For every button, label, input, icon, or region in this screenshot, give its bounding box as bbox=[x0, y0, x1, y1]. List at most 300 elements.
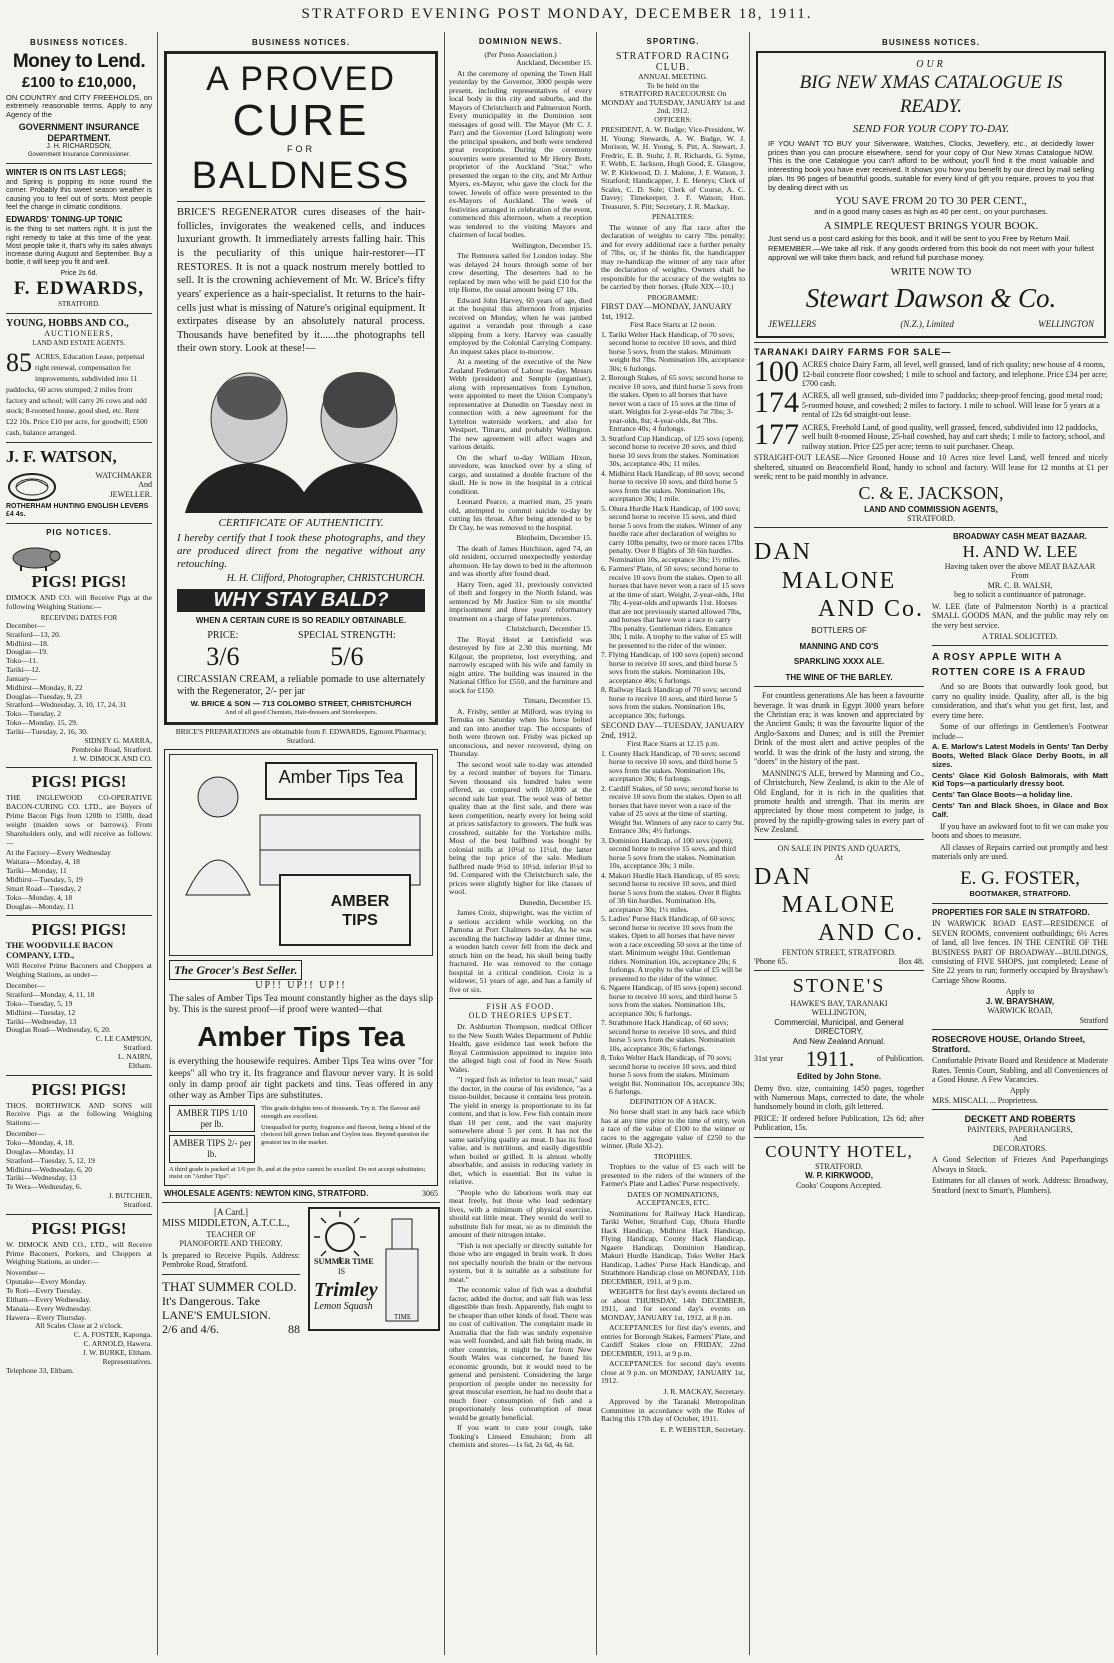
race-dates: MONDAY and TUESDAY, JANUARY 1st and 2nd, 1912. bbox=[601, 97, 745, 116]
column-rule bbox=[157, 32, 158, 1655]
list-item: Cents' Tan and Black Shoes, in Glace and Box Calf. bbox=[932, 801, 1108, 819]
list-item: 6. Ngaere Handicap, of 85 sovs (open) second horse to receive 10 sovs, and third horse 5 sovs from the stakes. Nomination 10s, acceptance 30s; 6 furlongs. bbox=[601, 983, 742, 1018]
pigs1-sign2: Pembroke Road, Stratford. bbox=[71, 744, 152, 754]
young-sub: AUCTIONEERS, bbox=[44, 329, 114, 339]
news-paragraph: "Fish is not specially or directly suitable for those who are engaged in brain work. It does not specially nourish the brain or the nervous system, but it is suitable as a substitute for meat." bbox=[449, 1240, 592, 1284]
news-paragraph: Leonard Pearce, a married man, 25 years old, attempted to commit suicide to-day by cutting his throat. After being attended to by Dr Clay, he was removed to the hospital. bbox=[449, 497, 592, 532]
cert-head: CERTIFICATE OF AUTHENTICITY. bbox=[218, 517, 384, 530]
list-item: 2. Cardiff Stakes, of 50 sovs; second horse to receive 10 sovs from the stakes. Open to all horses that have never won a race of the value of 25 sovs at the time of starting. Weight 9st. Winners of any race to carry 9st. Entrance 30s; 4½ furlongs. bbox=[601, 783, 745, 836]
column-5 bbox=[754, 36, 1108, 1655]
broadway-head: BROADWAY CASH MEAT BAZAAR. bbox=[952, 532, 1088, 542]
list-item: Tariki—Monday, 11 bbox=[6, 866, 67, 876]
stewart-dawson-ad bbox=[756, 51, 1106, 337]
pigs3-sign3: L. NAIRN, bbox=[118, 1051, 152, 1061]
list-item: 8. Railway Hack Handicap of 70 sovs; second horse to receive 10 sovs, and third horse 5 sovs from the stakes. Nomination 10s, acceptance 30s; furlongs. bbox=[601, 685, 742, 720]
lee-trial: A TRIAL SOLICITED. bbox=[982, 632, 1058, 642]
trimley-ad bbox=[308, 1207, 440, 1331]
remember: REMEMBER.—We take all risk. If any goods ordered from this book do not meet with your fullest approval we will take them back, and refund full purchase money. bbox=[768, 244, 1094, 263]
simple: A SIMPLE REQUEST BRINGS YOUR BOOK. bbox=[823, 219, 1039, 232]
list-item: Toko—Tuesday, 2 bbox=[6, 709, 61, 719]
foster-sub: BOOTMAKER, STRATFORD. bbox=[969, 889, 1071, 898]
lee-body3: W. LEE (late of Palmerston North) is a practical SMALL GOODS MAN, and the public may rely on the very best service. bbox=[932, 601, 1108, 630]
wine-of-barley: THE WINE OF THE BARLEY. bbox=[785, 672, 893, 682]
secretary: J. R. MACKAY, Secretary. bbox=[663, 1386, 745, 1396]
rosecrove: ROSECROVE HOUSE, Orlando Street, Stratford. bbox=[932, 1034, 1086, 1055]
pig-icon bbox=[6, 542, 64, 572]
news-paragraph: James Croiz, shipwright, was the victim of a serious accident while working on the Pamona at Port Chalmers to-day. As he was ascending the hatchway ladder at dinner time, a wooden hatch cover fell from the deck and struck him on the head, his skull being badly fractured. He was removed to the cottage hospital in a critical condition. Croiz is a widower, 51 years of age, and has a family of five or six. bbox=[449, 908, 592, 994]
special-label: SPECIAL STRENGTH: bbox=[298, 629, 396, 641]
news-paragraph: At the ceremony of opening the Town Hall yesterday by the Governor, 3000 people were present, including representatives of every local body in this city and suburbs, and the Mayors of Christchurch and Palmerston North. Every municipality in the Dominion sent messages of good will. The Mayor (Mr C. J. Parr) and the Governor (Lord Islington) were the principal speakers, and both were tendered great receptions. During the ceremony souvenirs were presented to Mr Henry Brett, proprietor of the Auckland "Star," who presented the organ to the city, and Mr Arthur Myers, ex-Mayor, who gave the clock for the tower. Jewels of office were presented to the ex-Mayors of Auckland. The week of festivities arranged in celebration of the event, commenced this afternoon, when a reception was tendered to the visiting Mayors and chairmen of local bodies. bbox=[449, 68, 592, 240]
list-item: Eltham—Every Wednesday. bbox=[6, 1294, 91, 1304]
tonic-body: is the thing to set matters right. It is just the right remedy to take at this time of the year. Most people take it, that's why its sales always increase during August and September. Buy a bottle, it will keep you fit and well. bbox=[6, 226, 152, 267]
pigs5-tel: Telephone 33, Eltham. bbox=[6, 1365, 74, 1375]
ad-baldness: BALDNESS bbox=[191, 155, 411, 198]
list-item: 8. Toko Welter Hack Handicap, of 70 sovs; second horse to receive 10 sovs, and third horse 5 sovs from the stakes. Minimum weight 8st. Nomination 10s, acceptance 30s; 6 furlongs. bbox=[601, 1053, 745, 1097]
races-day1 bbox=[601, 331, 745, 721]
dateline: Dunedin, December 15. bbox=[519, 897, 592, 907]
list-item: Midhirst—Monday, 8, 22 bbox=[6, 682, 83, 692]
straight-lease: STRAIGHT-OUT LEASE—Nice Grooned House and 10 Acres nice level Land, well fenced and nicely sheltered, situated on Beaconsfield Road, handy to school and factory. Will lease for 12 months at £1 per week; rent to be paid monthly in advance. bbox=[754, 453, 1108, 481]
card-body: Is prepared to Receive Pupils. Address: Pembroke Road, Stratford. bbox=[162, 1250, 300, 1270]
pigs1-body: DIMOCK AND CO. will Receive Pigs at the following Weighing Stations:— bbox=[6, 592, 152, 611]
news-paragraph: The death of James Hutchison, aged 74, an old resident, occurred unexpectedly yesterday afternoon. He lay down to bed in the afternoon and was shortly after found dead. bbox=[449, 543, 592, 579]
section-header: DOMINION NEWS. bbox=[478, 37, 563, 46]
pigs4-body: THOS. BORTHWICK AND SONS will Receive Pigs at the following Weighing Stations:— bbox=[6, 1100, 152, 1128]
list-item: Douglas—19. bbox=[6, 647, 48, 657]
trophies-head: TROPHIES. bbox=[653, 1151, 693, 1161]
gov-sign2: Government Insurance Commissioner. bbox=[27, 151, 131, 158]
card-head: [A Card.] bbox=[214, 1207, 248, 1218]
trimley-top: SUMMER TIME bbox=[314, 1257, 374, 1267]
pigs1-sign: SIDNEY G. MARRA, bbox=[84, 735, 152, 745]
news-paragraph: The economic value of fish was a doubtful factor, added the doctor, and salt fish was less digestible than fresh. Apparently, fish ought to be cheaper than other kinds of food. There was no cost of cultivation. The complaint made in Australia that the fish was unduly expensive was well founded, and salt fish being made, in other countries, it might be far from New South Wales was concerned, he based his economic grounds, but it would need to be general and persistent. Considering the large proportion of people under no necessity for great muscular exertion, he had no doubt that a much freer consumption of fish and a proportionately less consumption of meat would be greatly beneficial. bbox=[449, 1285, 592, 1422]
circassian: CIRCASSIAN CREAM, a reliable pomade to use alternately with the Regenerator, 2/- per jar bbox=[177, 674, 425, 698]
price-value: 3/6 bbox=[206, 641, 240, 671]
why-sub: WHEN A CERTAIN CURE IS SO READILY OBTAINABLE. bbox=[195, 616, 407, 626]
column-rule bbox=[444, 32, 445, 1655]
price-label: PRICE: bbox=[207, 629, 239, 641]
cert-body: I hereby certify that I took these photographs, and they are produced direct from the negative without any retouching. bbox=[177, 532, 425, 570]
amber-label: AMBER TIPS bbox=[330, 893, 390, 929]
stones-annual: And New Zealand Annual. bbox=[792, 1036, 886, 1046]
jackson: C. & E. JACKSON, bbox=[858, 483, 1004, 504]
pigs1-dates bbox=[6, 622, 152, 737]
stones-price: PRICE: If ordered before Publication, 12s 6d; after Publication, 15s. bbox=[754, 1113, 924, 1133]
list-item: Douglas Road—Wednesday, 6, 20. bbox=[6, 1025, 111, 1035]
watson-name: J. F. WATSON, bbox=[6, 446, 117, 466]
programme: PROGRAMME: bbox=[647, 292, 699, 302]
penalties-head: PENALTIES: bbox=[652, 212, 694, 222]
deckett-dec: DECORATORS. bbox=[992, 1143, 1048, 1153]
young-listing bbox=[6, 348, 152, 438]
list-item: Douglas—Tuesday, 9, 23 bbox=[6, 691, 82, 701]
watson-levers: ROTHERHAM HUNTING ENGLISH LEVERS £4 4s. bbox=[6, 502, 149, 519]
list-item: Douglas—Monday, 11 bbox=[6, 901, 74, 911]
pigs3-sign2: Stratford. bbox=[123, 1043, 152, 1053]
send: SEND FOR YOUR COPY TO-DAY. bbox=[852, 122, 1010, 135]
trophies-body: Trophies to the value of £5 each will be presented to the riders of the winners of the Farmer's Plate and Ladies' Purse respectively. bbox=[601, 1162, 745, 1189]
amber-big: Amber Tips Tea bbox=[197, 1021, 405, 1053]
column-rule bbox=[596, 32, 597, 1655]
jackson-sub: LAND AND COMMISSION AGENTS, bbox=[864, 504, 998, 514]
list-item: Midhirst—Tuesday, 5, 19 bbox=[6, 874, 83, 884]
farm-body: ACRES, all well grassed, sub-divided into 7 paddocks; sheep-proof fencing, good metal road; 5-roomed house, and cowshed; 2 miles to factory. 1 mile to school. Will lease for 5 years at a rental of 12s 6d straight-out lease. bbox=[802, 391, 1103, 420]
stones: STONE'S bbox=[792, 975, 886, 998]
edwards-name: F. EDWARDS, bbox=[13, 277, 145, 299]
cat-body: IF YOU WANT TO BUY your Silverware, Watches, Clocks, Jewellery, etc., at decidedly lower prices than you can procure elsewhere, send for your copy of Our New Xmas Catalogue NOW. This is the one Catalogue you can't afford to be without; you'll find it the most valuable and interesting book you have ever received. It shows you how you benefit by our direct by mail selling plan. Its 96 pages of beautiful goods, suitable for every kind of gift you require, proves to you that by dealing direct with us bbox=[768, 138, 1094, 192]
stones-dir: Commercial, Municipal, and General DIRECTORY, bbox=[774, 1017, 904, 1037]
pigs2-body: THE INGLEWOOD CO-OPERATIVE BACON-CURING CO. LTD., are Buyers of Prime Bacon Pigs from 120lb to 150lb, dead weight (maiden sows or barrows). From Shareholders only, and will receive as follows:— bbox=[6, 793, 152, 847]
section-header: PIG NOTICES. bbox=[46, 528, 112, 538]
pigs5-sign: Representatives. bbox=[102, 1356, 152, 1366]
day2: SECOND DAY—TUESDAY, JANUARY 2nd, 1912. bbox=[601, 720, 745, 740]
sparkling: SPARKLING XXXX ALE. bbox=[793, 657, 885, 667]
officers: PRESIDENT, A. W. Budge; Vice-President, W. H. Young; Stewards, A. W. Budge, W. J. Morison, W. H. Young, S. Pitt, A. Stewart, J. Fredric, E. B. Stohr, J. R. Richards, G. Syme, F. Webb, E. Jackson, Hugh Good, E. Glasgow, W. P. Kirkwood, D. J. Malone, J. F. Watson, J. Stratford; Handicapper, J. E. Henrys; Clerk of Scales, C. D. Sole; Clerk of Course, A. C. Davey; Timekeeper, J. F. Watson; Hon. Treasurer, S. Pitt; Secretary, J. R. Mackay. bbox=[601, 125, 745, 211]
news-paragraph: If you want to cure your cough, take Tonking's Linseed Emulsion; from all chemists and stores—1s 6d, 2s 6d, 4s 6d. bbox=[449, 1423, 592, 1450]
dan: DAN bbox=[754, 539, 812, 566]
news-paragraph: The second wool sale to-day was attended by a record number of buyers for Timaru. Seven thousand six hundred bales were offered, as compared with 10,000 at the second sale last year. The wool was of better quality than at the first sale, and there was keen competition, nearly every lot being sold at prices satisfactory to growers. The bulk was crossbred, suitable for the Yorkshire mills. Most of the best halfbred was bought by colonial mills at 10½d to 11½d, the latter being the top price of the sale. Medium halfbred made 9½d to 10½d, inferior 8½d to 9d. Compared with the Christchurch sale, the prices were slightly higher for like classes of wool. bbox=[449, 759, 592, 897]
county-cooks: Cooks' Coupons Accepted. bbox=[795, 1180, 883, 1190]
stones-ed: Edited by John Stone. bbox=[796, 1072, 881, 1082]
why-stay-bald: WHY STAY BALD? bbox=[177, 589, 425, 613]
list-item: Cents' Glace Kid Golosh Balmorals, with Matt Kid Tops—a particularly dressy boot. bbox=[932, 770, 1108, 789]
pigs3-dates bbox=[6, 982, 152, 1035]
apple-body2: Some of our offerings in Gentlemen's Footwear include— bbox=[932, 722, 1108, 741]
special-value: 5/6 bbox=[330, 641, 364, 671]
list-item: Opunake—Every Monday. bbox=[6, 1277, 87, 1287]
list-item: Midhirst—18. bbox=[6, 638, 49, 648]
stones-pub: of Publication. bbox=[876, 1054, 924, 1064]
winter-head: WINTER IS ON ITS LAST LEGS; bbox=[6, 167, 126, 177]
at: At bbox=[835, 853, 843, 863]
write: WRITE NOW TO bbox=[890, 266, 972, 279]
lane-body: It's Dangerous. Take LANE'S EMULSION. bbox=[162, 1293, 271, 1323]
hack-body: No horse shall start in any hack race which has at any time prior to the time of entry, won a race of the value of £100 to the winner or races to the aggregate value of £250 to the winner. (Rule XI-2). bbox=[601, 1107, 745, 1151]
save: YOU SAVE FROM 20 TO 30 PER CENT., bbox=[835, 194, 1027, 207]
trimley-time: TIME bbox=[394, 1313, 412, 1322]
brice-addr2: And of all good Chemists, Hair-dressers and Storekeepers. bbox=[224, 708, 378, 716]
stewart-ltd: (N.Z.), Limited bbox=[900, 318, 954, 329]
list-item: Tariki—12. bbox=[6, 665, 41, 675]
news-paragraph: The Remuera sailed for London today. She was delayed 24 hours through some of her crew deserting. The deserters had to be replaced by men who will be paid £10 for the trip Home, the usual amount being £7 10s. bbox=[449, 251, 592, 295]
column-rule bbox=[749, 32, 750, 1655]
list-item: Stratford—13, 20. bbox=[6, 629, 61, 639]
list-item: 7. Flying Handicap, of 100 sovs (open) second horse to receive 10 sovs, and third horse 5 sovs from the stakes. Nomination 10s, acceptance 40s; 6 furlongs. bbox=[601, 650, 743, 685]
deckett-and: And bbox=[1013, 1134, 1027, 1144]
farm-listing bbox=[754, 417, 1108, 451]
pigs3-body: THE WOODVILLE BACON COMPANY, LTD., bbox=[6, 940, 114, 961]
list-item: 4. Makuri Hurdle Hack Handicap, of 85 sovs; second horse to receive 10 sovs, and third horse 5 sovs from the stakes. Over 8 flights of 3ft 6in hurdles. Nomination 10s, acceptance 30s; 1½ miles. bbox=[601, 870, 741, 914]
ad-proved: A PROVED bbox=[206, 60, 396, 99]
apple-head: A ROSY APPLE WITH A ROTTEN CORE IS A FRAUD bbox=[932, 652, 1087, 679]
trimley-is: IS bbox=[338, 1267, 346, 1277]
news-paragraph: On the wharf to-day William Hixon, stevedore, was knocked over by a sling of cargo, and sustained a double fracture of the skull. He is now in the hospital in a critical condition. bbox=[449, 452, 592, 496]
dateline: Wellington, December 15. bbox=[512, 240, 592, 250]
amber-body: The sales of Amber Tips Tea mount constantly higher as the days slip by. This is the surest proof—if proof were wanted—that bbox=[169, 994, 433, 1016]
amber-body2: is everything the housewife requires. Amber Tips Tea wins over "for keeps" all who try it. Its fragrance and flavour never vary. It is sold only in damp proof air tight packets and tins. Teas offered in any other way as Amber Tips are substitutes. bbox=[169, 1057, 433, 1102]
stones-sub2: WELLINGTON, bbox=[811, 1008, 867, 1018]
brayshaw-place: Stratford bbox=[1079, 1015, 1108, 1025]
ad-cure: CURE bbox=[232, 96, 370, 146]
pigs2-head: PIGS! PIGS! bbox=[31, 772, 127, 792]
section-header: BUSINESS NOTICES. bbox=[30, 38, 128, 47]
apple-body: And so are Boots that outwardly look good, but carry no quality inside. Quality, after all, is the big consideration, and that's what you get first, last, and every time here. bbox=[932, 682, 1108, 720]
list-item: Stratford—Wednesday, 3, 10, 17, 24, 31 bbox=[6, 700, 127, 710]
pigs4-dates bbox=[6, 1130, 152, 1192]
section-header: SPORTING. bbox=[646, 37, 700, 46]
masthead: STRATFORD EVENING POST MONDAY, DECEMBER 18, 1911. bbox=[301, 6, 813, 22]
young-head: YOUNG, HOBBS AND CO., bbox=[6, 317, 129, 329]
noms-body: Nominations for Railway Hack Handicap, Tariki Welter, Stratford Cup, Ohura Hurdle Hack Handicap, Midhirst Hack Handicap, Flying Handicap, County Hack Handicap, Ngaere Handicap, Dominion Handicap, Makuri Hurdle Handicap, Toko Welter Hack Handicap, Ladies' Purse Hack Handicap, and Strathmore Handicap close on MONDAY, 11th DECEMBER, 1911, at 9 p.m. bbox=[601, 1208, 745, 1286]
list-item: Toko—Monday, 15, 29. bbox=[6, 718, 78, 728]
amber-price1: AMBER TIPS 1/10 per lb. bbox=[169, 1105, 255, 1132]
deckett-sub: PAINTERS, PAPERHANGERS, bbox=[967, 1124, 1073, 1134]
brayshaw: J. W. BRAYSHAW, bbox=[985, 996, 1055, 1006]
news-paragraph: Harry Teen, aged 31, previously convicted of theft and forgery in the North Island, was sentenced by Mr Justice Sim to six months' imprisonment and three years' reformatory treatment on a charge of false pretences. bbox=[449, 579, 592, 623]
county-prop: W. P. KIRKWOOD, bbox=[805, 1171, 873, 1181]
list-item: Stratford—Monday, 4, 11, 18 bbox=[6, 989, 95, 999]
wholesale-no: 3065 bbox=[422, 1189, 438, 1198]
stones-issue: 31st year bbox=[754, 1054, 784, 1064]
list-item: Te Wera—Wednesday, 6. bbox=[6, 1182, 82, 1192]
winter-body: and Spring is popping its nose round the corner. Probably this sweet season weather is causing you to feel out of sorts. Most people feel the change in climatic conditions. bbox=[6, 179, 152, 211]
list-item: November— bbox=[6, 1268, 46, 1278]
watson-sub2: And bbox=[138, 480, 152, 490]
day1: FIRST DAY—MONDAY, JANUARY 1st, 1912. bbox=[601, 301, 732, 321]
penalties: The winner of any flat race after the declaration of weights to carry 7lbs penalty; and for every additional race a further penalty of 7lbs, or, if he thinks fit, the handicapper may re-handicap the winner of any race after the declaration of weights. Owners shall be responsible for the accuracy of the weights to be carried by their horses. (Rule XIX—10.) bbox=[601, 222, 745, 292]
list-item: Hawera—Every Thursday. bbox=[6, 1312, 87, 1322]
section-header: BUSINESS NOTICES. bbox=[252, 38, 350, 47]
accept: ACCEPTANCES for first day's events, and entries for Borough Stakes, Farmers' Plate, and Cardiff Stakes close on FRIDAY, 22nd DECEMBER, 1911, at 9 p.m. bbox=[601, 1323, 745, 1358]
money-body: ON COUNTRY and CITY FREEHOLDS, on extremely reasonable terms. Apply to any Agency of the bbox=[6, 92, 152, 120]
lee-from: From bbox=[1011, 571, 1029, 581]
malone: MALONE bbox=[781, 567, 897, 594]
list-item: December— bbox=[6, 620, 45, 630]
county-hotel: COUNTY HOTEL, bbox=[765, 1141, 913, 1161]
and-co: AND Co. bbox=[817, 920, 924, 947]
list-item: Tariki—Wednesday, 13 bbox=[6, 1173, 77, 1183]
baldness-ad bbox=[164, 51, 438, 725]
grocer-head: The Grocer's Best Seller. bbox=[169, 960, 302, 980]
list-item: Toko—Tuesday, 5, 19 bbox=[6, 998, 73, 1008]
brayshaw-road: WARWICK ROAD, bbox=[987, 1006, 1053, 1016]
tonic-head: EDWARDS' TONING-UP TONIC bbox=[6, 215, 123, 225]
races-day2 bbox=[601, 750, 745, 1097]
amber-tips-ad bbox=[164, 749, 438, 1186]
malone: MALONE bbox=[781, 891, 897, 918]
taranaki-head: TARANAKI DAIRY FARMS FOR SALE— bbox=[754, 346, 952, 357]
pigs4-sign2: Stratford. bbox=[123, 1199, 152, 1209]
amber-note3: A third grade is packed at 1/6 per lb, and at the price cannot be excelled. Do not accept substitutes; insist on "Amber Tips". bbox=[169, 1165, 426, 1181]
day2-start: First Race Starts at 12.15 p.m. bbox=[627, 739, 719, 749]
list-item: 6. Farmers' Plate, of 50 sovs; second horse to receive 10 sovs from the stakes. Open to all horses that have never won a race of 15 sovs at the time of start. Weight, 2-year-olds, 10st 7lb; 4-year-olds and upwards 11st. Horses that are not previously started allowed 7lbs, and horses that have won a race to carry 7lbs penalty. Gentleman riders. Entrance 30s; 1 mile. A trophy to the value of £5 will be presented to the rider of the winner. bbox=[601, 564, 745, 650]
apply: Apply to bbox=[1005, 987, 1035, 997]
card-sub: TEACHER OF bbox=[206, 1229, 256, 1239]
held: To be held on the bbox=[646, 80, 700, 90]
farm-acres: 100 bbox=[754, 355, 799, 389]
news-paragraph: The Royal Hotel at Lettisfield was destroyed by fire at 2.30 this morning. Mr Kilgour, the proprietor, lost everything, and narrowly escaped with his wife and family in night attire. The building was insured in the National Office for £550, and the furniture and stock for £150. bbox=[449, 634, 592, 695]
upup: UP!! UP!! UP!! bbox=[255, 980, 347, 992]
ad-body: BRICE'S REGENERATOR cures diseases of the hair-follicles, invigorates the weakened cells, and induces luxuriant growth. It immediately arrests falling hair. This is the peculiarity of this unique hair-restorer—IT RESTORES. It is not a quack nostrum merely bottled to sell. It is the crowning achievement of Mr. W. Brice's fifty years' experience as a hair-specialist. It returns to the hair-cells just what is missing of Nature's original equipment. It extirpates disease by an absolutely natural process. Thousands have benefited by it......the photographs tell their own story. Look at these!— bbox=[177, 207, 425, 355]
our: OUR bbox=[916, 59, 946, 71]
dateline: Blenheim, December 15. bbox=[516, 533, 592, 543]
awkward: If you have an awkward foot to fit we can make you boots and shoes to measure. bbox=[932, 821, 1108, 841]
money-title: Money to Lend. bbox=[12, 51, 146, 73]
foster: E. G. FOSTER, bbox=[960, 867, 1080, 889]
props-body: IN WARWICK ROAD EAST—RESIDENCE of SEVEN ROOMS, convenient outbuildings; 6½ Acres of land, all live fences. IN THE CENTRE OF THE BUSINESS PART OF BROADWAY—BUILDINGS, consisting of FIVE SHOPS, just completed; Lease of Site 22 years to run; formerly occupied by Brayshaw's Carriage Show Rooms. bbox=[932, 919, 1108, 985]
farm-acres: 174 bbox=[754, 386, 799, 420]
approved: Approved by the Taranaki Metropolitan Committee in accordance with the Rules of Racing this 17th day of October, 1911. bbox=[601, 1397, 745, 1424]
lane-price: 2/6 and 4/6. bbox=[162, 1322, 219, 1337]
tonic-price: Price 2s 6d. bbox=[60, 269, 98, 277]
list-item: January— bbox=[6, 673, 37, 683]
pigs5-dates bbox=[6, 1269, 152, 1322]
pigs3-sign: C. LE CAMPION, bbox=[95, 1034, 152, 1044]
list-item: 1. Tariki Welter Hack Handicap, of 70 sovs; second horse to receive 10 sovs, and third horse 5 sovs, from the stakes. Minimum weight 8st 7lbs. Nomination 10s, acceptance 30s; 6 furlongs. bbox=[601, 329, 745, 373]
phone: 'Phone 65. bbox=[754, 956, 788, 966]
dateline: Christchurch, December 15. bbox=[506, 624, 592, 634]
pigs5-sign: C. A. FOSTER, Kaponga. bbox=[73, 1330, 152, 1340]
props-head: PROPERTIES FOR SALE IN STRATFORD. bbox=[932, 907, 1090, 917]
pigs1-dates-head: RECEIVING DATES FOR bbox=[40, 613, 118, 622]
young-acres: 85 bbox=[6, 348, 32, 378]
pigs3-body2: Will Receive Prime Baconers and Choppers at Weighing Stations, as under— bbox=[6, 961, 152, 980]
brice-addr: W. BRICE & SON — 713 COLOMBO STREET, CHRISTCHURCH bbox=[190, 698, 412, 708]
pigs5-head: PIGS! PIGS! bbox=[31, 1218, 127, 1238]
before-after-photos bbox=[177, 358, 429, 513]
stones-body: Demy 8vo. size, containing 1450 pages, together with Numerous Maps, corrected to date, the whole handsomely bound in cloth, gilt lettered. bbox=[754, 1083, 924, 1112]
news-paragraph: "People who do laborious work may eat meat freely, but those who lead sedentary lives, with a minimum of physical exercise, should eat little meat. They would do well to substitute fish for meat, so as to diminish the amount of their nitrogen intake. bbox=[449, 1187, 592, 1240]
ad-for: FOR bbox=[287, 144, 315, 155]
list-item: Cents' Tan Glace Boots—a holiday line. bbox=[932, 790, 1073, 800]
list-item: 3. Stratford Cup Handicap, of 125 sovs (open); second horse to receive 20 sovs, and third horse 10 sovs from the stakes. Nomination 30s, acceptance 40s; 11 miles. bbox=[601, 433, 744, 469]
list-item: Toko—11. bbox=[6, 656, 38, 666]
watson-sub3: JEWELLER. bbox=[109, 489, 152, 499]
trimley-name: Trimley bbox=[314, 1279, 378, 1302]
dateline: Timaru, December 15. bbox=[523, 696, 592, 706]
news-paragraph: A. Frisby, settler at Milford, was trying to Temuka on Saturday when his horse bolted and ran into another trap. The occupants of both were thrown out. Frisby was picked up unconscious, and never recovered, dying on Thursday. bbox=[449, 706, 592, 759]
pigs2-dates bbox=[6, 849, 152, 911]
list-item: 7. Strathmore Hack Handicap, of 60 sovs; second horse to receive 10 sovs, and third horse 5 sovs from the stakes. Nomination 10s, acceptance 30s; 6 furlongs. bbox=[601, 1018, 736, 1053]
gov-sign: J. H. RICHARDSON, bbox=[46, 143, 112, 151]
accept2: ACCEPTANCES for second day's events close at 9 p.m. on MONDAY, JANUARY 1st, 1912. bbox=[601, 1359, 745, 1386]
gov-dept: GOVERNMENT INSURANCE DEPARTMENT. bbox=[18, 122, 140, 143]
news-paragraph: At a meeting of the executive of the New Zealand Federation of Labour to-day, Messrs Webb (president) and Semple (organiser), along with representatives from Lyttelton, were appointed to meet the Union Company's representative at Dunedin on Tuesday next in connection with a new agreement for the Lyttelton waterside workers, and also for Westport, Timaru, and probably Wellington. The new agreement will affect wages and various details. bbox=[449, 357, 592, 452]
pigs1-head: PIGS! PIGS! bbox=[31, 571, 127, 591]
amber-note: This grade delights tens of thousands. Try it. The flavour and strength are excellent. bbox=[261, 1105, 420, 1120]
deckett: DECKETT AND ROBERTS bbox=[964, 1114, 1076, 1125]
repairs: All classes of Repairs carried out promptly and best materials only are used. bbox=[932, 842, 1108, 862]
wholesale: WHOLESALE AGENTS: NEWTON KING, STRATFORD. bbox=[164, 1189, 369, 1198]
column-3 bbox=[449, 36, 592, 1655]
list-item: 3. Dominion Handicap, of 100 sovs (open); second horse to receive 15 sovs, and third horse 5 sovs from the stakes. Nomination 10s, acceptance 30s; 1 mile. bbox=[601, 835, 736, 871]
rosecrove-body: Comfortable Private Board and Residence at Moderate Rates. Tennis Court, Stabling, and all Conveniences of a Good House. A Few Vacancies. bbox=[932, 1056, 1108, 1084]
pigs3-sign4: Eltham. bbox=[128, 1060, 152, 1070]
edwards-place: STRATFORD. bbox=[58, 300, 100, 309]
pigs5-sign: J. W. BURKE, Eltham. bbox=[82, 1347, 152, 1357]
ale-body: For countless generations Ale has been a favourite beverage. It was drunk in Egypt 3000 years before the Christian era; it was known and appreciated by the Ancient Gauls; it was the favourite liquor of the Anglo-Saxons and Danes; and is still the Premier Drink of the most alert and active peoples of the world. It was the drink of the lusty and strong, the "doers" in the history of the past. bbox=[754, 691, 924, 767]
list-item: Midhirst—Wednesday, 6, 20 bbox=[6, 1164, 92, 1174]
fish-head: FISH AS FOOD. bbox=[486, 1002, 555, 1012]
lee-body: Having taken over the above MEAT BAZAAR bbox=[944, 561, 1096, 571]
young-sub2: LAND AND ESTATE AGENTS. bbox=[32, 338, 126, 347]
pigs5-body: W. DIMOCK AND CO., LTD., will Receive Prime Baconers, Porkers, and Choppers at Weighing Stations, as under:— bbox=[6, 1239, 152, 1267]
pigs4-sign: J. BUTCHER, bbox=[108, 1191, 152, 1201]
hack-head: DEFINITION OF A HACK. bbox=[629, 1096, 717, 1106]
dan: DAN bbox=[754, 863, 812, 890]
course: STRATFORD RACECOURSE On bbox=[619, 89, 727, 99]
lane-head: THAT SUMMER COLD. bbox=[162, 1278, 297, 1294]
lee: H. AND W. LEE bbox=[962, 541, 1078, 561]
club-name: STRATFORD RACING CLUB. bbox=[615, 50, 731, 74]
card-sub2: PIANOFORTE AND THEORY. bbox=[179, 1239, 283, 1249]
list-item: 4. Midhirst Hack Handicap, of 80 sovs; second horse to receive 10 sovs, and third horse 5 sovs from the stakes. Nomination 10s, acceptance 30s; 1 mile. bbox=[601, 468, 744, 504]
day1-start: First Race Starts at 12 noon. bbox=[629, 320, 717, 330]
watson-sub: WATCHMAKER bbox=[95, 470, 152, 480]
watch-icon bbox=[6, 467, 58, 503]
xmas-catalogue: BIG NEW XMAS CATALOGUE IS READY. bbox=[799, 72, 1063, 117]
pigs1-sign3: J. W. DIMOCK AND CO. bbox=[73, 753, 152, 763]
list-item: December— bbox=[6, 1129, 45, 1139]
bottlers: BOTTLERS OF bbox=[811, 626, 867, 636]
young-body: ACRES, Education Lease, perpetual right renewal, compensation for improvements, subdivided into 11 paddocks, 60 acres stumped; 2 miles from factory and school; will carry 26 cows and odd stock; 8-roomed house, good shed, etc. Rent £22 10s. Price £10 per acre, for goodwill; £500 cash, balance arranged. bbox=[6, 352, 148, 438]
miscall: MRS. MISCALL ... Proprietress. bbox=[932, 1095, 1038, 1105]
section-header: BUSINESS NOTICES. bbox=[882, 38, 980, 47]
list-item: December— bbox=[6, 981, 45, 991]
farm-listing bbox=[754, 355, 1108, 389]
and-co: AND Co. bbox=[817, 596, 924, 623]
list-item: Te Roti—Every Tuesday. bbox=[6, 1286, 82, 1295]
rosecrove-apply: Apply bbox=[1010, 1086, 1030, 1096]
farm-body: ACRES choice Dairy Farm, all level, well grassed, land of rich quality; new house of 4 rooms, 12-bail concrete floor cowshed; 1 mile to school and factory, and telephone. Price £34 per acre; £700 cash. bbox=[802, 360, 1108, 388]
list-item: 5. Ohura Hurdle Hack Handicap, of 100 sovs; second horse to receive 15 sovs, and third horse 5 sovs from the stakes. Winner of any hurdle race after declaration of weights to carry 10lbs penalty, two or more races 17lbs penalty. Over 8 flights of 3ft 6in hurdles. Nomination 10s, acceptance 30s; 1½ miles. bbox=[601, 503, 744, 564]
list-item: Smart Road—Tuesday, 2 bbox=[6, 883, 82, 893]
manning-ale: MANNING'S ALE, brewed by Manning and Co., of Christchurch, New Zealand, is akin to the Ale of Old England, for it is rich in the qualities that promote health and strength. That its merits are appreciated by those most competent to judge, is proved by the rapidly-growing sales in every part of New Zealand. bbox=[754, 768, 924, 835]
webster: E. P. WEBSTER, Secretary. bbox=[660, 1424, 745, 1434]
list-item: Tariki—Tuesday, 2, 16, 30. bbox=[6, 726, 88, 736]
weights: WEIGHTS for first day's events declared on or about THURSDAY, 14th DECEMBER, 1911, and for second day's events on MONDAY, JANUARY 1st, 1912, at 8 p.m. bbox=[601, 1287, 745, 1322]
pigs4-head: PIGS! PIGS! bbox=[31, 1079, 127, 1099]
list-item: 1. County Hack Handicap, of 70 sovs; second horse to receive 10 sovs, and third horse 5 sovs from the stakes. Nomination 10s, acceptance 30s; 6 furlongs. bbox=[601, 748, 740, 784]
farm-listing bbox=[754, 386, 1108, 420]
card-name: MISS MIDDLETON, A.T.C.L., bbox=[162, 1218, 290, 1230]
list-item: Stratford—Tuesday, 5, 12, 19 bbox=[6, 1155, 95, 1165]
wellington: WELLINGTON bbox=[1038, 318, 1094, 329]
news-paragraph: Edward John Harvey, 60 years of age, died at the hospital this afternoon from injuries received on Monday, when he was jambed against a verandah post through a case slipping from a lorry. Harvey was casually employed by the Colonial Carrying Company. An inquest takes place to-morrow. bbox=[449, 295, 592, 356]
pigs5-scales: All Scales Close at 2 o'clock. bbox=[35, 1321, 123, 1331]
press-line: (Per Press Association.) bbox=[484, 49, 557, 59]
box: Box 48. bbox=[898, 956, 924, 966]
amber-note2: Unequalled for purity, fragrance and flavour, being a blend of the choicest hill grown Indian and Ceylon teas. Beyond question the greatest tea in the market. bbox=[261, 1123, 431, 1146]
brice-obtain: BRICE'S PREPARATIONS are obtainable from F. EDWARDS, Egmont Pharmacy, Stratford. bbox=[175, 727, 427, 746]
list-item: 2. Borough Stakes, of 65 sovs; second horse to receive 10 sovs, and third horse 5 sovs from the stakes. Open to all horses that have never won a race of 15 sovs at the time of start. Weights for 2-year-olds 7st 7lbs; 3-year-olds, 8st; 4-year-olds, 8st 7lbs. Entrance 40s; 4 furlongs. bbox=[601, 373, 744, 434]
stones-year: 1911. bbox=[805, 1046, 855, 1072]
list-item: 5. Ladies' Purse Hack Handicap, of 60 sovs; second horse to receive 10 sovs from the stakes. Open to all horses that have never won a race exceeding 50 sovs at the time of start. Minimum weight 10st. Gentleman riders. Nomination 10s, acceptance 20s; 6 furlongs. A trophy to the value of £5 will be presented to the rider of the winner. bbox=[601, 914, 743, 983]
cert-sign: H. H. Clifford, Photographer, CHRISTCHURCH. bbox=[226, 572, 425, 584]
list-item: Waitara—Monday, 4, 18 bbox=[6, 857, 80, 867]
money-amount: £100 to £10,000, bbox=[21, 73, 137, 91]
column-2 bbox=[162, 36, 440, 1655]
lee-body2: beg to solicit a continuance of patronage. bbox=[954, 590, 1086, 600]
news-paragraph: Dr. Ashburton Thompson, medical Officer to the New South Wales Department of Public Health, gave evidence last week before the Royal Commission appointed to inquire into the alleged high cost of food in New South Wales. bbox=[449, 1022, 592, 1074]
officers-head: OFFICERS: bbox=[654, 114, 692, 124]
trimley-sub: Lemon Squash bbox=[314, 1301, 373, 1313]
jewellers: JEWELLERS bbox=[768, 318, 816, 329]
list-item: A. E. Marlow's Latest Models in Gents' Tan Derby Boots, Welted Black Glace Derby Boots, in all sizes. bbox=[932, 742, 1108, 769]
fish-sub: OLD THEORIES UPSET. bbox=[468, 1011, 573, 1021]
news-paragraph: "I regard fish as inferior to lean meat," said the doctor, in the course of his evidence, "as a tissue-builder, because it contains less protein. The yield in energy is proportionate to its fat content, and that is low. Few fish contain more than 10 per cent, and the vast majority somewhere about 5 per cent. It has not the same satisfying quality as meat. It has its food value, and is nutritious, and easily digestible when boiled or grilled. It is almost wholly absorbable, and assists in reducing variety in diet, which is essential. But its value is relative. bbox=[449, 1075, 592, 1187]
save-body: and in a good many cases as high as 40 per cent., on your purchases. bbox=[814, 206, 1048, 216]
